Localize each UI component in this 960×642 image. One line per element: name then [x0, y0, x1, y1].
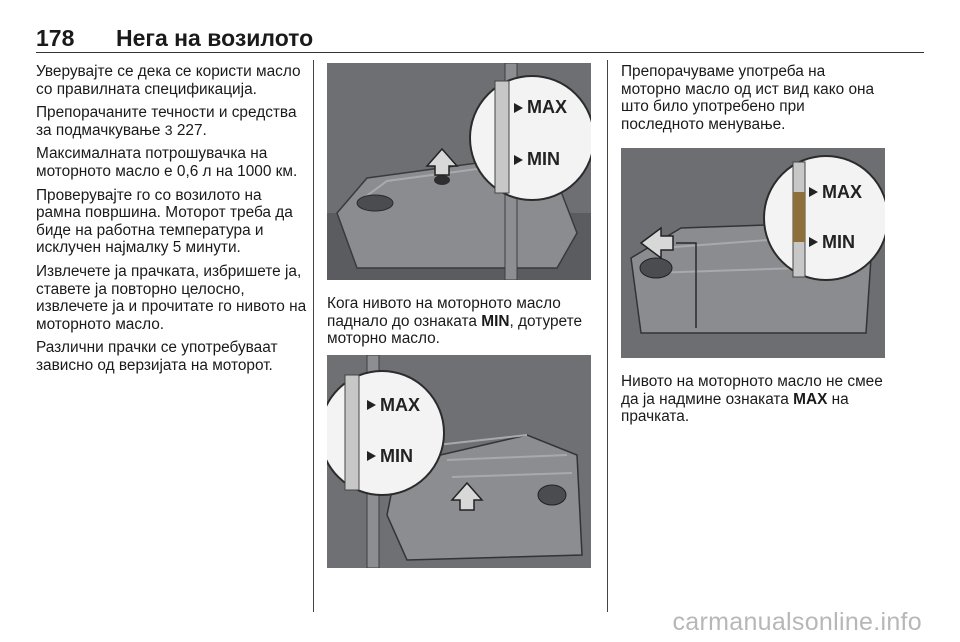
- dipstick-min-label: MIN: [527, 149, 560, 169]
- max-mark-text: MAX: [793, 390, 828, 408]
- dipstick-min-label: MIN: [380, 446, 413, 466]
- footer-watermark: carmanualsonline.info: [672, 608, 922, 636]
- figure-engine-dipstick-3: [621, 148, 885, 358]
- column-divider-1: [313, 60, 314, 612]
- engine-illustration: [327, 355, 591, 568]
- paragraph-dipstick-procedure: Извлечете ја прачката, избришете ја, ставете ја повторно целосно, извлечете ја и прочитате го нивото на моторното масло.: [36, 262, 307, 333]
- engine-illustration: [621, 148, 885, 358]
- column-1: [36, 63, 308, 381]
- figure-engine-dipstick-1: [327, 63, 591, 280]
- caption-max-level: Нивото на моторното масло не смее да ја надмине ознаката MAX на прачката.: [621, 373, 883, 426]
- page-number: 178: [36, 25, 75, 51]
- dipstick-min-label: MIN: [822, 232, 855, 252]
- page-title: Нега на возилото: [116, 25, 314, 51]
- dipstick-max-label: MAX: [822, 182, 862, 202]
- column-3-intro: [621, 63, 889, 139]
- paragraph-recommended-fluids: Препорачаните течности и средства за подмачкување 3 227.: [36, 104, 297, 139]
- paragraph-oil-type-recommendation: Препорачуваме употреба на моторно масло од ист вид како она што било употребено при последното менување.: [621, 63, 875, 133]
- page-reference-link[interactable]: 227.: [176, 121, 207, 139]
- header-rule: [36, 52, 924, 53]
- caption-min-level: Кога нивото на моторното масло паднало до ознаката MIN, дотурете моторно масло.: [327, 295, 583, 348]
- page-reference-icon: 3: [164, 121, 173, 138]
- paragraph-oil-spec: Уверувајте се дека се користи масло со правилната спецификација.: [36, 63, 301, 98]
- min-mark-text: MIN: [481, 312, 510, 330]
- column-2-caption: [327, 295, 595, 354]
- paragraph-max-consumption: Максималната потрошувачка на моторното масло е 0,6 л на 1000 км.: [36, 145, 298, 180]
- engine-illustration: [327, 63, 591, 280]
- figure-engine-dipstick-2: [327, 355, 591, 568]
- paragraph-dipstick-variants: Различни прачки се употребуваат зависно од верзијата на моторот.: [36, 339, 278, 374]
- column-3-caption: [621, 373, 889, 432]
- page-header: [36, 22, 924, 52]
- dipstick-max-label: MAX: [527, 97, 567, 117]
- column-divider-2: [607, 60, 608, 612]
- paragraph-check-conditions: Проверувајте го со возилото на рамна површина. Моторот треба да биде на работна температура и исклучен најмалку 5 минути.: [36, 186, 293, 257]
- dipstick-max-label: MAX: [380, 395, 420, 415]
